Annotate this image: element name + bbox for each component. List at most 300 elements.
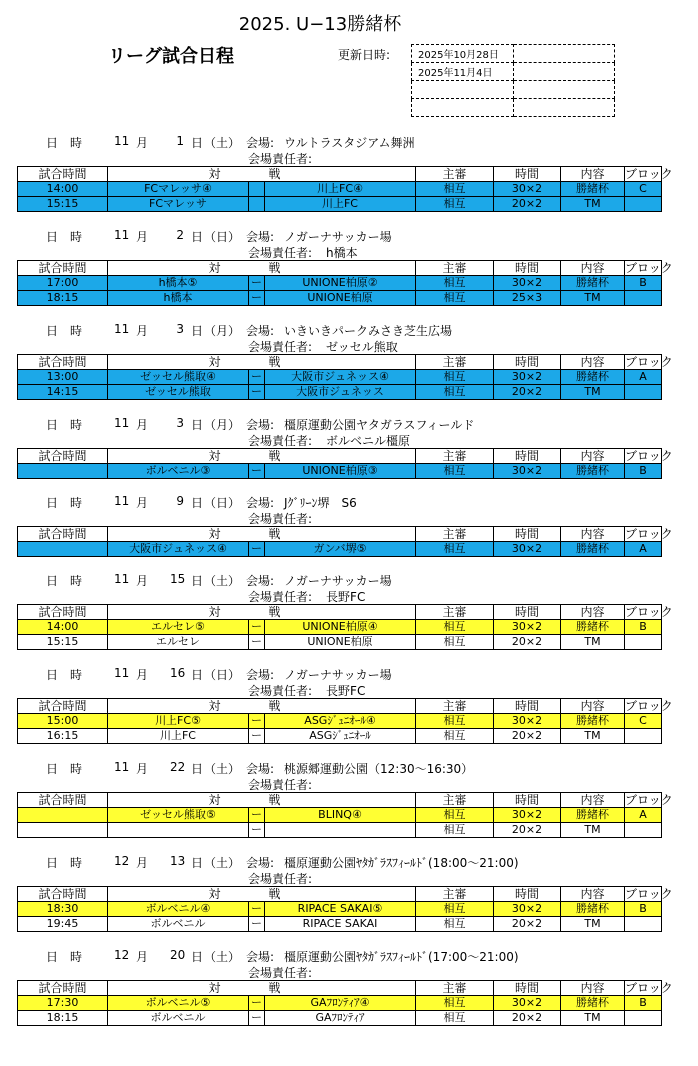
- header-gap: [249, 981, 265, 996]
- versus-dash: ー: [249, 996, 265, 1011]
- match-duration: 30×2: [494, 902, 561, 917]
- table-row: [18, 808, 662, 823]
- header-referee: 主審: [416, 449, 494, 464]
- responsible-label: 会場責任者:: [248, 512, 313, 526]
- header-match: 戦: [265, 527, 416, 542]
- header-duration: 時間: [494, 605, 561, 620]
- match-time: [18, 823, 108, 838]
- away-team: 川上FC④: [265, 182, 416, 197]
- header-referee: 主審: [416, 981, 494, 996]
- match-table: [17, 886, 673, 932]
- table-row: [18, 823, 662, 838]
- weekday: （土）: [204, 574, 241, 588]
- day-label: 日 時: [46, 136, 83, 150]
- away-team: ASGｼﾞｭﾆｵｰﾙ④: [265, 714, 416, 729]
- home-team: 川上FC: [108, 729, 249, 744]
- versus-dash: ー: [249, 808, 265, 823]
- header-match: 戦: [265, 167, 416, 182]
- match-content: 勝緒杯: [561, 370, 625, 385]
- referee: 相互: [416, 291, 494, 306]
- match-table: [17, 792, 673, 838]
- venue-name: 桃源郷運動公園（12:30〜16:30）: [284, 762, 474, 776]
- match-block: B: [625, 620, 662, 635]
- match-duration: 30×2: [494, 182, 561, 197]
- venue-label: 会場:: [246, 496, 275, 510]
- header-vs: 対: [108, 981, 249, 996]
- month-label: 月: [136, 950, 149, 964]
- match-content: TM: [561, 1011, 625, 1026]
- referee: 相互: [416, 182, 494, 197]
- match-table: [17, 604, 673, 650]
- day-unit-label: 日: [191, 856, 204, 870]
- responsible-label: 会場責任者:: [248, 872, 313, 886]
- month-label: 月: [136, 668, 149, 682]
- responsible-name: 長野FC: [326, 684, 366, 698]
- match-time: 14:00: [18, 182, 108, 197]
- match-content: TM: [561, 823, 625, 838]
- header-content: 内容: [561, 887, 625, 902]
- match-time: 14:00: [18, 620, 108, 635]
- venue-label: 会場:: [246, 950, 275, 964]
- section-date-line: [0, 494, 698, 510]
- match-time: 17:30: [18, 996, 108, 1011]
- match-block: B: [625, 464, 662, 479]
- match-time: 13:00: [18, 370, 108, 385]
- day-label: 日 時: [46, 496, 83, 510]
- home-team: 川上FC⑤: [108, 714, 249, 729]
- header-vs: 対: [108, 449, 249, 464]
- away-team: 大阪市ジュネッス④: [265, 370, 416, 385]
- away-team: UNIONE柏原④: [265, 620, 416, 635]
- match-block: B: [625, 902, 662, 917]
- schedule-section: [0, 854, 698, 948]
- match-block: C: [625, 182, 662, 197]
- home-team: エルセレ: [108, 635, 249, 650]
- table-row: [18, 542, 662, 557]
- section-responsible-line: [248, 432, 410, 449]
- header-duration: 時間: [494, 981, 561, 996]
- month-label: 月: [136, 762, 149, 776]
- match-block: [625, 291, 662, 306]
- home-team: h橋本⑤: [108, 276, 249, 291]
- updated-empty-cell: [412, 99, 514, 117]
- match-duration: 25×3: [494, 291, 561, 306]
- match-content: 勝緒杯: [561, 714, 625, 729]
- header-vs: 対: [108, 793, 249, 808]
- match-block: [625, 197, 662, 212]
- section-date-line: [0, 572, 698, 588]
- home-team: ゼッセル熊取: [108, 385, 249, 400]
- month-label: 月: [136, 230, 149, 244]
- day-label: 日 時: [46, 856, 83, 870]
- table-header-row: [18, 449, 662, 464]
- match-duration: 20×2: [494, 635, 561, 650]
- header-vs: 対: [108, 605, 249, 620]
- match-duration: 20×2: [494, 823, 561, 838]
- weekday: （土）: [204, 762, 241, 776]
- header-gap: [249, 605, 265, 620]
- venue-label: 会場:: [246, 136, 275, 150]
- away-team: UNIONE柏原③: [265, 464, 416, 479]
- section-responsible-line: [248, 682, 365, 699]
- header-referee: 主審: [416, 699, 494, 714]
- document-title: 2025. U−13勝緒杯: [238, 14, 402, 35]
- table-header-row: [18, 793, 662, 808]
- header-time: 試合時間: [18, 261, 108, 276]
- day-value: 15: [170, 572, 186, 586]
- month-label: 月: [136, 856, 149, 870]
- month-label: 月: [136, 324, 149, 338]
- match-block: A: [625, 370, 662, 385]
- day-label: 日 時: [46, 762, 83, 776]
- header-match: 戦: [265, 887, 416, 902]
- weekday: （日）: [204, 496, 241, 510]
- header-referee: 主審: [416, 167, 494, 182]
- header-block: ブロック: [625, 981, 673, 995]
- responsible-label: 会場責任者:: [248, 152, 313, 166]
- referee: 相互: [416, 729, 494, 744]
- header-duration: 時間: [494, 261, 561, 276]
- venue-name: ノガーナサッカー場: [284, 668, 392, 682]
- match-time: 15:00: [18, 714, 108, 729]
- table-row: [18, 902, 662, 917]
- day-value: 3: [176, 322, 184, 336]
- updated-dates-box: [411, 44, 615, 117]
- match-content: TM: [561, 635, 625, 650]
- table-row: [18, 714, 662, 729]
- match-time: 18:15: [18, 291, 108, 306]
- away-team: UNIONE柏原②: [265, 276, 416, 291]
- section-date-line: [0, 134, 698, 150]
- header-block: ブロック: [625, 449, 673, 463]
- day-unit-label: 日: [191, 762, 204, 776]
- match-block: [625, 635, 662, 650]
- updated-label: 更新日時:: [338, 48, 391, 62]
- header-duration: 時間: [494, 793, 561, 808]
- header-gap: [249, 261, 265, 276]
- table-header-row: [18, 261, 662, 276]
- updated-empty-cell: [514, 45, 615, 63]
- home-team: FCマレッサ: [108, 197, 249, 212]
- venue-label: 会場:: [246, 324, 275, 338]
- versus-dash: ー: [249, 370, 265, 385]
- header-referee: 主審: [416, 527, 494, 542]
- header-referee: 主審: [416, 261, 494, 276]
- venue-label: 会場:: [246, 762, 275, 776]
- match-duration: 30×2: [494, 542, 561, 557]
- day-value: 13: [170, 854, 186, 868]
- responsible-name: ゼッセル熊取: [326, 340, 398, 354]
- match-content: 勝緒杯: [561, 542, 625, 557]
- venue-name: 橿原運動公園ヤタガラスフィールド: [284, 418, 475, 432]
- day-unit-label: 日: [191, 574, 204, 588]
- header-time: 試合時間: [18, 887, 108, 902]
- section-date-line: [0, 854, 698, 870]
- venue-name: ノガーナサッカー場: [284, 574, 392, 588]
- venue-label: 会場:: [246, 230, 275, 244]
- referee: 相互: [416, 996, 494, 1011]
- match-table: [17, 698, 673, 744]
- month-label: 月: [136, 418, 149, 432]
- header-match: 戦: [265, 355, 416, 370]
- month-label: 月: [136, 496, 149, 510]
- header-block: ブロック: [625, 793, 673, 807]
- header-content: 内容: [561, 527, 625, 542]
- month-value: 11: [114, 760, 130, 774]
- month-value: 12: [114, 948, 130, 962]
- header-time: 試合時間: [18, 167, 108, 182]
- away-team: BLINQ④: [265, 808, 416, 823]
- schedule-section: [0, 322, 698, 416]
- venue-label: 会場:: [246, 574, 275, 588]
- referee: 相互: [416, 1011, 494, 1026]
- month-value: 11: [114, 494, 130, 508]
- away-team: ガンバ堺⑤: [265, 542, 416, 557]
- schedule-section: [0, 228, 698, 322]
- day-unit-label: 日: [191, 230, 204, 244]
- section-date-line: [0, 416, 698, 432]
- versus-dash: [249, 197, 265, 212]
- responsible-name: 長野FC: [326, 590, 366, 604]
- versus-dash: ー: [249, 902, 265, 917]
- versus-dash: ー: [249, 729, 265, 744]
- referee: 相互: [416, 620, 494, 635]
- home-team: ボルベニル: [108, 1011, 249, 1026]
- updated-empty-cell: [514, 99, 615, 117]
- month-value: 12: [114, 854, 130, 868]
- home-team: 大阪市ジュネッス④: [108, 542, 249, 557]
- header-time: 試合時間: [18, 793, 108, 808]
- header-match: 戦: [265, 449, 416, 464]
- table-row: [18, 276, 662, 291]
- match-duration: 20×2: [494, 729, 561, 744]
- match-block: C: [625, 714, 662, 729]
- header-content: 内容: [561, 981, 625, 996]
- weekday: （月）: [204, 418, 241, 432]
- section-responsible-line: [248, 510, 326, 527]
- table-row: [18, 197, 662, 212]
- day-unit-label: 日: [191, 668, 204, 682]
- away-team: ASGｼﾞｭﾆｵｰﾙ: [265, 729, 416, 744]
- day-value: 3: [176, 416, 184, 430]
- schedule-section: [0, 134, 698, 228]
- month-value: 11: [114, 416, 130, 430]
- header-match: 戦: [265, 981, 416, 996]
- weekday: （土）: [204, 136, 241, 150]
- header-block: ブロック: [625, 887, 673, 901]
- day-value: 9: [176, 494, 184, 508]
- versus-dash: ー: [249, 823, 265, 838]
- header-block: ブロック: [625, 605, 673, 619]
- header-block: ブロック: [625, 167, 673, 181]
- month-value: 11: [114, 228, 130, 242]
- match-block: [625, 823, 662, 838]
- match-duration: 30×2: [494, 276, 561, 291]
- section-responsible-line: [248, 338, 398, 355]
- away-team: [265, 823, 416, 838]
- away-team: UNIONE柏原: [265, 635, 416, 650]
- header-duration: 時間: [494, 887, 561, 902]
- away-team: RIPACE SAKAI⑤: [265, 902, 416, 917]
- header-vs: 対: [108, 355, 249, 370]
- responsible-label: 会場責任者:: [248, 778, 313, 792]
- home-team: ボルベニル: [108, 917, 249, 932]
- day-unit-label: 日: [191, 950, 204, 964]
- referee: 相互: [416, 197, 494, 212]
- header-block: ブロック: [625, 261, 673, 275]
- match-table: [17, 980, 673, 1026]
- day-unit-label: 日: [191, 136, 204, 150]
- referee: 相互: [416, 714, 494, 729]
- venue-name: いきいきパークみさき芝生広場: [284, 324, 453, 338]
- section-responsible-line: [248, 588, 365, 605]
- table-header-row: [18, 981, 662, 996]
- match-content: 勝緒杯: [561, 808, 625, 823]
- responsible-label: 会場責任者:: [248, 966, 313, 980]
- section-date-line: [0, 760, 698, 776]
- versus-dash: ー: [249, 291, 265, 306]
- month-value: 11: [114, 134, 130, 148]
- match-table: [17, 166, 673, 212]
- venue-name: ウルトラスタジアム舞洲: [284, 136, 415, 150]
- match-block: [625, 917, 662, 932]
- day-unit-label: 日: [191, 496, 204, 510]
- away-team: UNIONE柏原: [265, 291, 416, 306]
- match-table: [17, 448, 673, 479]
- table-row: [18, 182, 662, 197]
- section-responsible-line: [248, 244, 358, 261]
- month-value: 11: [114, 572, 130, 586]
- weekday: （日）: [204, 230, 241, 244]
- match-content: 勝緒杯: [561, 464, 625, 479]
- versus-dash: [249, 182, 265, 197]
- match-time: 19:45: [18, 917, 108, 932]
- section-date-line: [0, 322, 698, 338]
- venue-label: 会場:: [246, 856, 275, 870]
- referee: 相互: [416, 917, 494, 932]
- referee: 相互: [416, 542, 494, 557]
- match-duration: 30×2: [494, 620, 561, 635]
- document-subtitle: リーグ試合日程: [108, 46, 234, 67]
- table-row: [18, 635, 662, 650]
- section-date-line: [0, 666, 698, 682]
- table-row: [18, 917, 662, 932]
- match-duration: 20×2: [494, 385, 561, 400]
- match-time: 18:15: [18, 1011, 108, 1026]
- match-duration: 20×2: [494, 1011, 561, 1026]
- day-label: 日 時: [46, 230, 83, 244]
- table-row: [18, 370, 662, 385]
- table-header-row: [18, 167, 662, 182]
- versus-dash: ー: [249, 620, 265, 635]
- match-content: TM: [561, 197, 625, 212]
- referee: 相互: [416, 464, 494, 479]
- table-row: [18, 729, 662, 744]
- day-value: 20: [170, 948, 186, 962]
- header-duration: 時間: [494, 699, 561, 714]
- header-referee: 主審: [416, 793, 494, 808]
- month-value: 11: [114, 666, 130, 680]
- match-content: 勝緒杯: [561, 276, 625, 291]
- match-block: [625, 729, 662, 744]
- table-row: [18, 1011, 662, 1026]
- referee: 相互: [416, 370, 494, 385]
- header-content: 内容: [561, 355, 625, 370]
- match-duration: 30×2: [494, 370, 561, 385]
- match-time: 14:15: [18, 385, 108, 400]
- responsible-label: 会場責任者:: [248, 684, 313, 698]
- schedule-section: [0, 948, 698, 1042]
- home-team: ゼッセル熊取⑤: [108, 808, 249, 823]
- venue-label: 会場:: [246, 668, 275, 682]
- header-content: 内容: [561, 793, 625, 808]
- referee: 相互: [416, 385, 494, 400]
- match-duration: 30×2: [494, 464, 561, 479]
- header-time: 試合時間: [18, 449, 108, 464]
- match-content: TM: [561, 291, 625, 306]
- header-duration: 時間: [494, 167, 561, 182]
- venue-name: ノガーナサッカー場: [284, 230, 392, 244]
- responsible-label: 会場責任者:: [248, 340, 313, 354]
- table-row: [18, 620, 662, 635]
- header-vs: 対: [108, 699, 249, 714]
- weekday: （土）: [204, 950, 241, 964]
- header-content: 内容: [561, 605, 625, 620]
- table-row: [18, 291, 662, 306]
- day-value: 16: [170, 666, 186, 680]
- referee: 相互: [416, 823, 494, 838]
- match-content: TM: [561, 917, 625, 932]
- table-row: [18, 996, 662, 1011]
- versus-dash: ー: [249, 714, 265, 729]
- header-block: ブロック: [625, 699, 673, 713]
- match-table: [17, 354, 673, 400]
- header-time: 試合時間: [18, 699, 108, 714]
- home-team: h橋本: [108, 291, 249, 306]
- versus-dash: ー: [249, 276, 265, 291]
- header-vs: 対: [108, 887, 249, 902]
- section-responsible-line: [248, 776, 326, 793]
- updated-date-2: 2025年11月4日: [412, 63, 514, 81]
- header-vs: 対: [108, 167, 249, 182]
- venue-name: Jｸﾞﾘｰﾝ堺 S6: [284, 496, 357, 510]
- header-duration: 時間: [494, 449, 561, 464]
- match-time: [18, 808, 108, 823]
- referee: 相互: [416, 635, 494, 650]
- home-team: FCマレッサ④: [108, 182, 249, 197]
- match-content: TM: [561, 385, 625, 400]
- match-content: 勝緒杯: [561, 182, 625, 197]
- weekday: （日）: [204, 668, 241, 682]
- match-time: [18, 542, 108, 557]
- match-duration: 20×2: [494, 197, 561, 212]
- home-team: ボルベニル⑤: [108, 996, 249, 1011]
- referee: 相互: [416, 808, 494, 823]
- match-content: TM: [561, 729, 625, 744]
- away-team: GAﾌﾛﾝﾃｨｱ: [265, 1011, 416, 1026]
- match-table: [17, 526, 673, 557]
- header-match: 戦: [265, 699, 416, 714]
- header-duration: 時間: [494, 527, 561, 542]
- match-duration: 30×2: [494, 996, 561, 1011]
- table-header-row: [18, 355, 662, 370]
- away-team: 大阪市ジュネッス: [265, 385, 416, 400]
- venue-name: 橿原運動公園ﾔﾀｶﾞﾗｽﾌｨｰﾙﾄﾞ(18:00〜21:00): [284, 856, 519, 870]
- match-content: 勝緒杯: [561, 620, 625, 635]
- match-duration: 30×2: [494, 714, 561, 729]
- weekday: （土）: [204, 856, 241, 870]
- table-header-row: [18, 605, 662, 620]
